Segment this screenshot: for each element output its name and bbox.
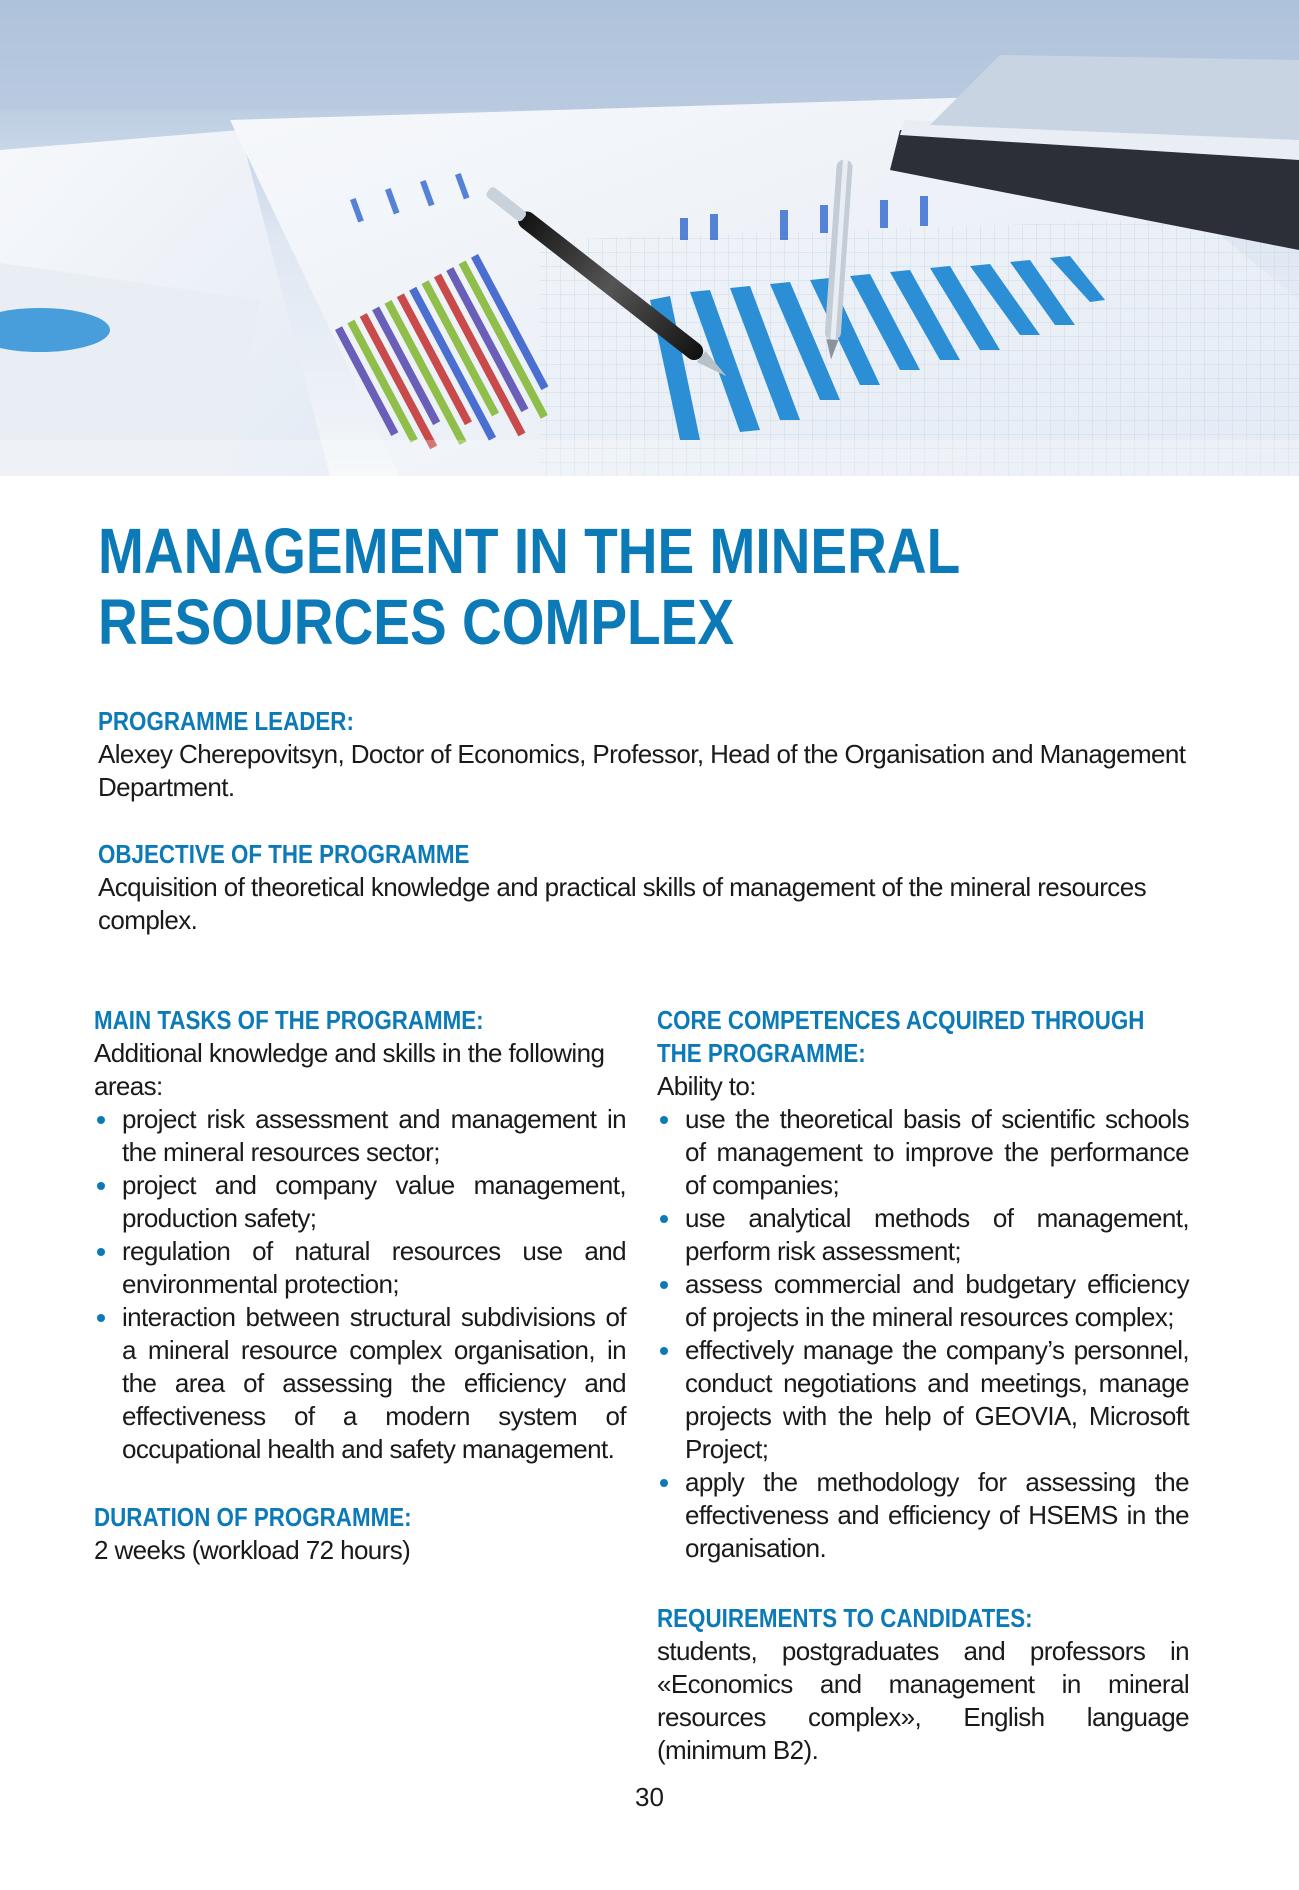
title-line-2: RESOURCES COMPLEX bbox=[98, 586, 735, 658]
bullet-icon bbox=[660, 1215, 668, 1223]
charts-desk-illustration bbox=[0, 0, 1299, 476]
bullet-icon bbox=[97, 1116, 105, 1124]
list-item-text: regulation of natural resources use and environmental protection; bbox=[122, 1236, 626, 1299]
list-item bbox=[657, 1268, 1189, 1334]
main-tasks-heading: MAIN TASKS OF THE PROGRAMME: bbox=[94, 1005, 484, 1035]
bullet-icon bbox=[660, 1116, 668, 1124]
duration-text: 2 weeks (workload 72 hours) bbox=[94, 1535, 411, 1565]
list-item bbox=[657, 1103, 1189, 1202]
list-item-text: use analytical methods of management, perform risk assessment; bbox=[685, 1203, 1189, 1266]
main-tasks-intro: Additional knowledge and skills in the following areas: bbox=[94, 1038, 605, 1101]
duration-section bbox=[94, 1501, 626, 1567]
list-item bbox=[94, 1301, 626, 1466]
list-item bbox=[94, 1235, 626, 1301]
main-tasks-list bbox=[94, 1103, 626, 1466]
list-item bbox=[94, 1169, 626, 1235]
programme-leader-heading: PROGRAMME LEADER: bbox=[98, 706, 354, 736]
bullet-icon bbox=[97, 1314, 105, 1322]
main-tasks-section bbox=[94, 1004, 626, 1466]
objective-heading: OBJECTIVE OF THE PROGRAMME bbox=[98, 839, 470, 869]
list-item bbox=[94, 1103, 626, 1169]
bullet-icon bbox=[97, 1248, 105, 1256]
list-item-text: interaction between structural subdivisions of a mineral resource complex organisation, in the area of assessing the efficiency and effectiveness of a modern system of occupational health and safety management. bbox=[122, 1302, 626, 1464]
list-item bbox=[657, 1334, 1189, 1466]
objective-text: Acquisition of theoretical knowledge and practical skills of management of the mineral resources complex. bbox=[98, 872, 1146, 935]
list-item-text: assess commercial and budgetary efficiency of projects in the mineral resources complex; bbox=[685, 1269, 1189, 1332]
requirements-section bbox=[657, 1602, 1189, 1767]
page-title bbox=[98, 516, 1044, 658]
core-competences-heading-line-1: CORE COMPETENCES ACQUIRED THROUGH bbox=[657, 1005, 1145, 1035]
programme-leader-section bbox=[98, 705, 1198, 804]
bullet-icon bbox=[97, 1182, 105, 1190]
bullet-icon bbox=[660, 1479, 668, 1487]
bullet-icon bbox=[660, 1281, 668, 1289]
list-item bbox=[657, 1202, 1189, 1268]
programme-leader-text: Alexey Cherepovitsyn, Doctor of Economics, Professor, Head of the Organisation and Management Department. bbox=[98, 739, 1186, 802]
list-item-text: project risk assessment and management in the mineral resources sector; bbox=[122, 1104, 626, 1167]
list-item-text: apply the methodology for assessing the effectiveness and efficiency of HSEMS in the organisation. bbox=[685, 1467, 1189, 1563]
bullet-icon bbox=[660, 1347, 668, 1355]
list-item bbox=[657, 1466, 1189, 1565]
objective-section bbox=[98, 838, 1198, 937]
core-competences-heading bbox=[657, 1004, 1145, 1070]
hero-image bbox=[0, 0, 1299, 476]
duration-heading: DURATION OF PROGRAMME: bbox=[94, 1502, 412, 1532]
core-competences-list bbox=[657, 1103, 1189, 1565]
title-line-1: MANAGEMENT IN THE MINERAL bbox=[98, 515, 961, 587]
core-competences-heading-line-2: THE PROGRAMME: bbox=[657, 1038, 866, 1068]
list-item-text: project and company value management, production safety; bbox=[122, 1170, 626, 1233]
requirements-text: students, postgraduates and professors in «Economics and management in mineral resources complex», English language (minimum B2). bbox=[657, 1636, 1189, 1765]
requirements-heading: REQUIREMENTS TO CANDIDATES: bbox=[657, 1603, 1033, 1633]
core-competences-intro: Ability to: bbox=[657, 1071, 756, 1101]
list-item-text: use the theoretical basis of scientific schools of management to improve the performance of companies; bbox=[685, 1104, 1189, 1200]
list-item-text: effectively manage the company’s personnel, conduct negotiations and meetings, manage projects with the help of GEOVIA, Microsoft Project; bbox=[685, 1335, 1189, 1464]
page-number: 30 bbox=[635, 1782, 664, 1812]
core-competences-section bbox=[657, 1004, 1189, 1565]
